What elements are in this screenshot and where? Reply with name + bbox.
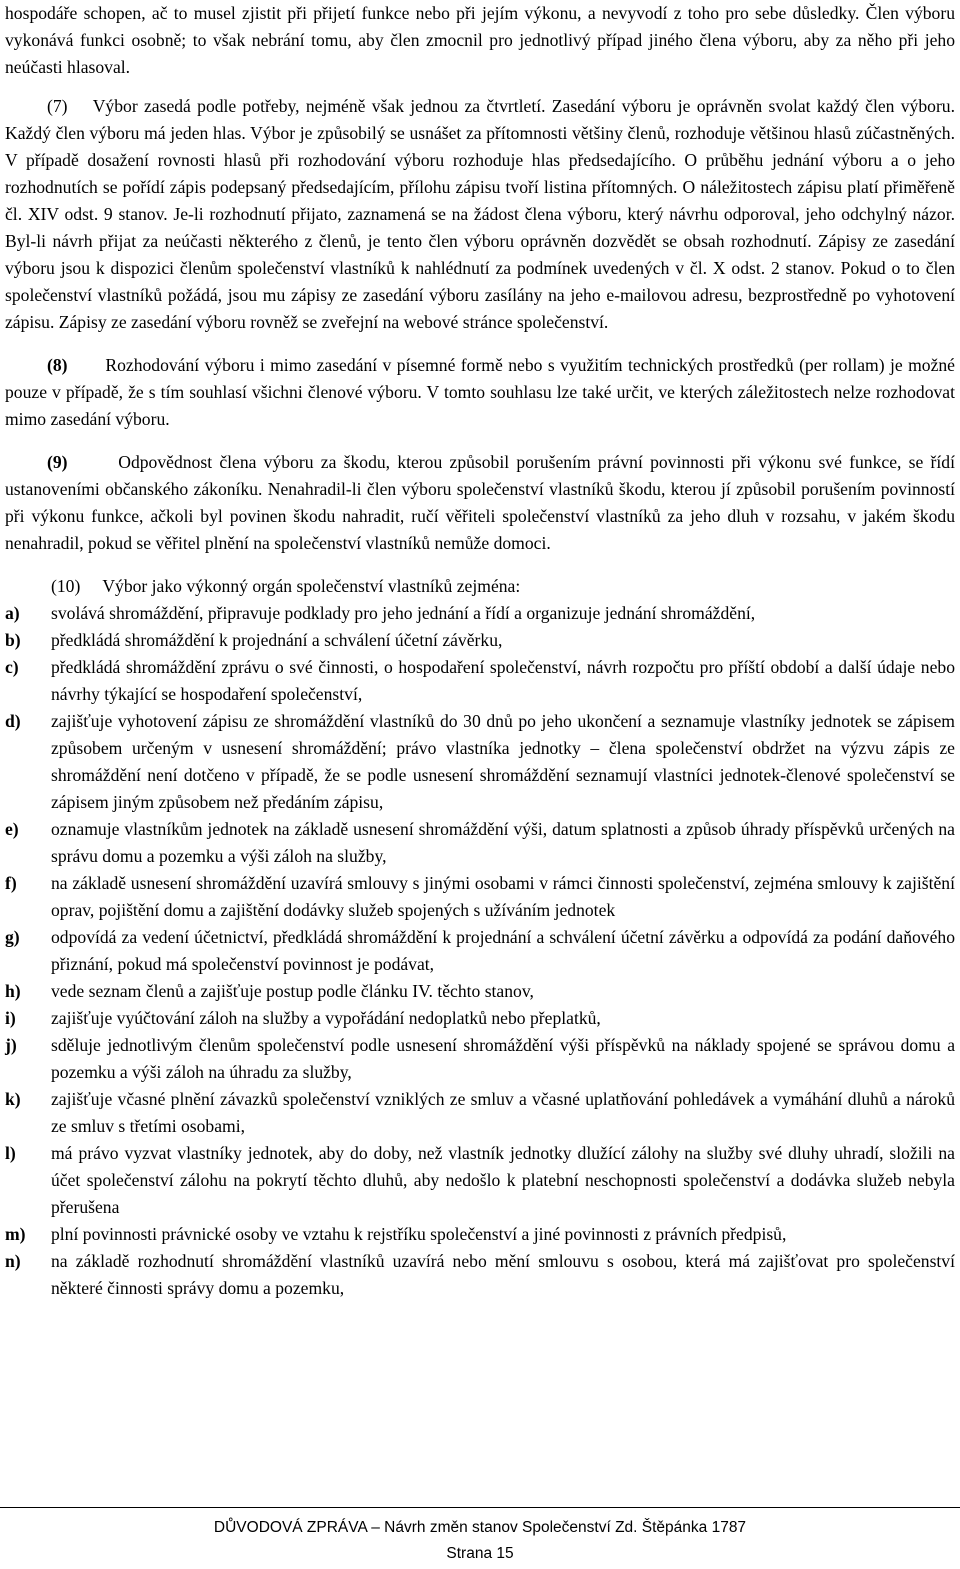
paragraph-7 <box>5 93 955 336</box>
footer-divider <box>0 1507 960 1508</box>
paragraph-number: (9) <box>47 452 68 472</box>
list-item <box>5 654 955 708</box>
paragraph-number: (8) <box>47 355 68 375</box>
list-item-letter: f) <box>5 873 17 893</box>
list-item-text: na základě usnesení shromáždění uzavírá smlouvy s jinými osobami v rámci činnosti společenství, zejména smlouvy k zajištění oprav, pojištění domu a zajištění dodávky služeb spojených s užíváním jednotek <box>51 873 955 920</box>
list-item-letter: d) <box>5 711 21 731</box>
list-item-letter: h) <box>5 981 21 1001</box>
list-item <box>5 627 955 654</box>
list-item-text: předkládá shromáždění k projednání a schválení účetní závěrku, <box>51 630 503 650</box>
list-item-letter: g) <box>5 927 20 947</box>
list-item <box>5 1248 955 1302</box>
paragraph-number: (10) <box>51 576 81 596</box>
list-item <box>5 708 955 816</box>
list-item-text: vede seznam členů a zajišťuje postup podle článku IV. těchto stanov, <box>51 981 534 1001</box>
list-item-text: svolává shromáždění, připravuje podklady pro jeho jednání a řídí a organizuje jednání shromáždění, <box>51 603 756 623</box>
list-item-text: zajišťuje vyhotovení zápisu ze shromáždění vlastníků do 30 dnů po jeho ukončení a seznamuje vlastníky jednotek se zápisem způsobem určeným v usnesení shromáždění; právo vlastníka jednotky – člena společenství obdržet na výzvu zápis ze shromáždění není dotčeno v případě, že se podle usnesení shromáždění seznamují vlastníci jednotek-členové společenství se zápisem jiným způsobem než předáním zápisu, <box>51 711 955 812</box>
list-item-text: oznamuje vlastníkům jednotek na základě usnesení shromáždění výši, datum splatnosti a způsob úhrady příspěvků určených na správu domu a pozemku a výši záloh na služby, <box>51 819 955 866</box>
list-item <box>5 1086 955 1140</box>
paragraph-text: Výbor zasedá podle potřeby, nejméně však jednou za čtvrtletí. Zasedání výboru je oprávněn svolat každý člen výboru. Každý člen výboru má jeden hlas. Výbor je způsobilý se usnášet za přítomnosti většiny členů, rozhoduje většinou hlasů zúčastněných. V případě dosažení rovnosti hlasů při rozhodování výboru rozhoduje hlas předsedajícího. O průběhu jednání výboru a o jeho rozhodnutích se pořídí zápis podepsaný předsedajícím, přílohu zápisu tvoří listina přítomných. O náležitostech zápisu platí přiměřeně čl. XIV odst. 9 stanov. Je-li rozhodnutí přijato, zaznamená se na žádost člena výboru, který návrhu odporoval, jeho odchylný názor. Byl-li návrh přijat za neúčasti některého z členů, je tento člen výboru oprávněn dozvědět se obsah rozhodnutí. Zápisy ze zasedání výboru jsou k dispozici členům společenství vlastníků k nahlédnutí za podmínek uvedených v čl. X odst. 2 stanov. Pokud o to člen společenství vlastníků požádá, jsou mu zápisy ze zasedání výboru zasílány na jeho e-mailovou adresu, bezprostředně po vyhotovení zápisu. Zápisy ze zasedání výboru rovněž se zveřejní na webové stránce společenství. <box>5 96 955 332</box>
list-item-letter: j) <box>5 1035 17 1055</box>
list-item-letter: b) <box>5 630 21 650</box>
list-item-letter: a) <box>5 603 20 623</box>
list-item-letter: m) <box>5 1224 26 1244</box>
paragraph-text: Odpovědnost člena výboru za škodu, kterou způsobil porušením právní povinnosti při výkonu své funkce, se řídí ustanoveními občanského zákoníku. Nenahradil-li člen výboru společenství vlastníků škodu, kterou jí způsobil porušením povinností při výkonu funkce, ačkoli byl povinen škodu nahradit, ručí věřiteli společenství vlastníků za jeho dluh v rozsahu, v jakém škodu nenahradil, pokud se věřitel plnění na společenství vlastníků nemůže domoci. <box>5 452 955 553</box>
list-item <box>5 816 955 870</box>
list-item-letter: c) <box>5 657 19 677</box>
paragraph-8 <box>5 352 955 433</box>
duties-list <box>5 600 955 1302</box>
list-item-text: na základě rozhodnutí shromáždění vlastníků uzavírá nebo mění smlouvu s osobou, která má zajišťovat pro společenství některé činnosti správy domu a pozemku, <box>51 1251 955 1298</box>
list-item-text: má právo vyzvat vlastníky jednotek, aby do doby, než vlastník jednotky dlužící zálohy na služby své dluhy uhradí, složili na účet společenství zálohu na pokrytí těchto dluhů, aby nedošlo k platební neschopnosti společenství a dodávka služeb nebyla přerušena <box>51 1143 955 1217</box>
paragraph-9 <box>5 449 955 557</box>
list-item <box>5 924 955 978</box>
paragraph-number: (7) <box>47 96 68 116</box>
paragraph-text: Výbor jako výkonný orgán společenství vlastníků zejména: <box>102 576 521 596</box>
list-item-text: předkládá shromáždění zprávu o své činnosti, o hospodaření společenství, návrh rozpočtu pro příští období a další údaje nebo návrhy týkající se hospodaření společenství, <box>51 657 955 704</box>
list-item <box>5 1140 955 1221</box>
page-number: Strana 15 <box>446 1545 514 1562</box>
list-item-text: zajišťuje včasné plnění závazků společenství vzniklých ze smluv a včasné uplatňování pohledávek a vymáhání dluhů a nároků ze smluv s třetími osobami, <box>51 1089 955 1136</box>
top-paragraph: hospodáře schopen, ač to musel zjistit při přijetí funkce nebo při jejím výkonu, a nevyvodí z toho pro sebe důsledky. Člen výboru vykonává funkci osobně; to však nebrání tomu, aby člen zmocnil pro jednotlivý případ jiného člena výboru, aby za něho při jeho neúčasti hlasoval. <box>5 3 955 77</box>
list-item-letter: l) <box>5 1143 16 1163</box>
list-item <box>5 1221 955 1248</box>
list-item <box>5 600 955 627</box>
list-item-text: plní povinnosti právnické osoby ve vztahu k rejstříku společenství a jiné povinnosti z právních předpisů, <box>51 1224 787 1244</box>
document-body <box>5 0 955 1302</box>
list-item-text: zajišťuje vyúčtování záloh na služby a vypořádání nedoplatků nebo přeplatků, <box>51 1008 601 1028</box>
list-item <box>5 1032 955 1086</box>
paragraph-text: Rozhodování výboru i mimo zasedání v písemné formě nebo s využitím technických prostředků (per rollam) je možné pouze v případě, že s tím souhlasí všichni členové výboru. V tomto souhlasu lze také určit, ve kterých záležitostech nelze rozhodovat mimo zasedání výboru. <box>5 355 955 429</box>
list-item-letter: e) <box>5 819 19 839</box>
list-item-letter: n) <box>5 1251 21 1271</box>
list-item <box>5 1005 955 1032</box>
list-item-letter: k) <box>5 1089 21 1109</box>
list-item-text: odpovídá za vedení účetnictví, předkládá shromáždění k projednání a schválení účetní závěrku a odpovídá za podání daňového přiznání, pokud má společenství povinnost je podávat, <box>51 927 955 974</box>
footer-title: DŮVODOVÁ ZPRÁVA – Návrh změn stanov Společenství Zd. Štěpánka 1787 <box>213 1519 747 1536</box>
list-item <box>5 870 955 924</box>
list-item-letter: i) <box>5 1008 16 1028</box>
list-item <box>5 978 955 1005</box>
list-item-text: sděluje jednotlivým členům společenství podle usnesení shromáždění výši příspěvků na náklady spojené se správou domu a pozemku a výši záloh na úhradu za služby, <box>51 1035 955 1082</box>
paragraph-10-intro <box>5 573 955 600</box>
